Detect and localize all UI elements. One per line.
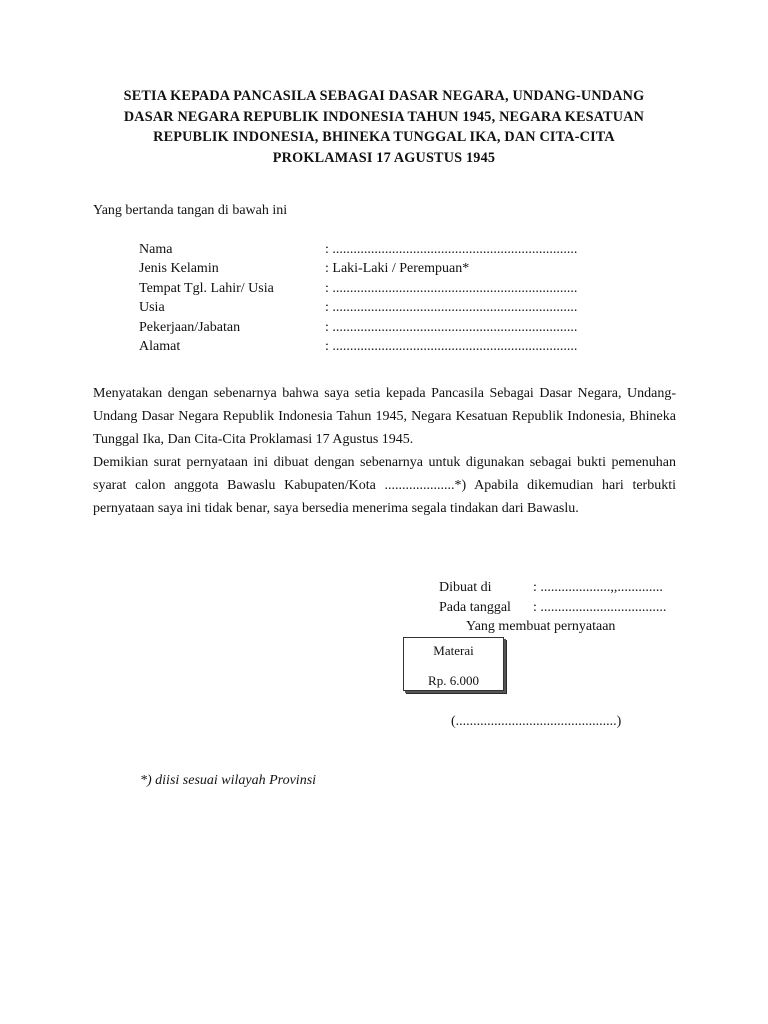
field-row-nama [139,240,619,259]
title-line-1: SETIA KEPADA PANCASILA SEBAGAI DASAR NEGARA, UNDANG-UNDANG [123,88,645,104]
field-row-pekerjaan [139,318,619,337]
closing-paragraph: Demikian surat pernyataan ini dibuat dengan sebenarnya untuk digunakan sebagai bukti pemenuhan syarat calon anggota Bawaslu Kabupaten/Kota ....................*) Apabila dikemudian hari terbukti pernyataan saya ini tidak benar, saya bersedia menerima segala tindakan dari Bawaslu. [93,455,676,517]
date-value: : .................................... [533,599,667,615]
maker-label: Yang membuat pernyataan [466,619,616,634]
statement-paragraph: Menyatakan dengan sebenarnya bahwa saya setia kepada Pancasila Sebagai Dasar Negara, Undang-Undang Dasar Negara Republik Indonesia Tahun 1945, Negara Kesatuan Republik Indonesia, Bhineka Tunggal Ika, Dan Cita-Cita Proklamasi 17 Agustus 1945. [93,386,676,448]
date-label: Pada tanggal [439,599,511,615]
place-label: Dibuat di [439,580,492,595]
field-label: Pekerjaan/Jabatan [139,319,241,335]
title-line-2: DASAR NEGARA REPUBLIK INDONESIA TAHUN 1945, NEGARA KESATUAN [123,108,645,125]
field-value: : ...................................................................... [325,338,578,354]
field-value: : Laki-Laki / Perempuan* [325,261,470,277]
footnote: *) diisi sesuai wilayah Provinsi [140,773,317,788]
place-row [439,578,666,598]
field-label: Usia [139,300,165,316]
field-value: : ...................................................................... [325,300,578,316]
field-label: Nama [139,242,173,257]
identity-fields [139,240,619,356]
title-line-3: REPUBLIK INDONESIA, BHINEKA TUNGGAL IKA, DAN CITA-CITA [153,129,615,145]
signature-meta [439,578,666,617]
field-row-alamat [139,337,619,356]
field-row-jenis-kelamin [139,259,619,278]
document-title [92,86,676,168]
title-line-4: PROKLAMASI 17 AGUSTUS 1945 [272,149,496,166]
field-value: : ...................................................................... [325,319,578,335]
field-label: Tempat Tgl. Lahir/ Usia [139,280,274,296]
date-row [439,598,666,618]
field-value: : ...................................................................... [325,242,578,257]
signature-name-line: (..............................................) [451,714,622,729]
field-row-tempat-tgl-lahir [139,279,619,298]
stamp-value: Rp. 6.000 [428,673,479,688]
field-value: : ...................................................................... [325,280,578,296]
field-row-usia [139,298,619,317]
materai-stamp-box [403,637,504,691]
place-value: : ....................,,............. [533,580,663,595]
field-label: Jenis Kelamin [139,261,219,277]
intro-text: Yang bertanda tangan di bawah ini [93,203,288,218]
field-label: Alamat [139,338,181,354]
stamp-label: Materai [433,643,474,658]
